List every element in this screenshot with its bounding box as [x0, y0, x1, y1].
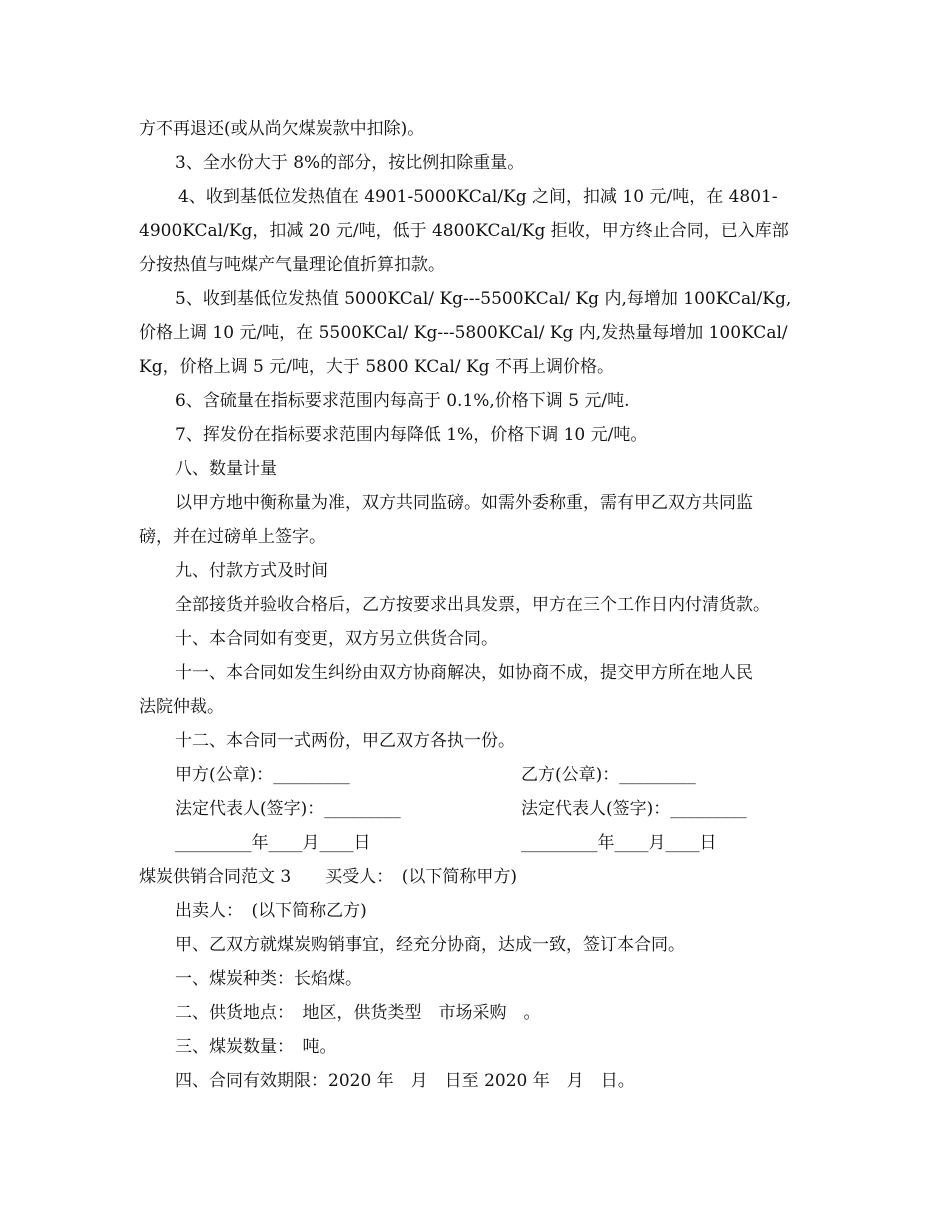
- text-line: 6、含硫量在指标要求范围内每高于 0.1%,价格下调 5 元/吨.: [175, 391, 630, 411]
- text-line: 4900KCal/Kg，扣减 20 元/吨，低于 4800KCal/Kg 拒收，甲方终止合同，已入库部: [139, 221, 789, 241]
- text-line: 法院仲裁。: [139, 697, 224, 717]
- text-line: 二、供货地点： 地区，供货类型 市场采购 。: [175, 1003, 541, 1023]
- text-line: 一、煤炭种类：长焰煤。: [175, 969, 362, 989]
- section-heading: 九、付款方式及时间: [175, 561, 328, 581]
- contract-title-line: 煤炭供销合同范文 3 买受人： (以下简称甲方): [139, 867, 517, 887]
- text-line: Kg，价格上调 5 元/吨，大于 5800 KCal/ Kg 不再上调价格。: [139, 357, 614, 377]
- text-line: 4、收到基低位发热值在 4901-5000KCal/Kg 之间，扣减 10 元/吨，在 4801-: [178, 187, 778, 207]
- text-line: 价格上调 10 元/吨，在 5500KCal/ Kg---5800KCal/ Kg 内,发热量每增加 100KCal/: [139, 323, 788, 343]
- text-line: 十、本合同如有变更，双方另立供货合同。: [175, 629, 498, 649]
- text-line: 三、煤炭数量： 吨。: [175, 1037, 337, 1057]
- text-line: 分按热值与吨煤产气量理论值折算扣款。: [139, 255, 445, 275]
- text-line: 3、全水份大于 8%的部分，按比例扣除重量。: [175, 153, 525, 173]
- party-a-seal: 甲方(公章)：_________: [175, 765, 350, 785]
- party-b-date: _________年____月____日: [521, 833, 717, 853]
- party-a-representative: 法定代表人(签字)：_________: [175, 799, 401, 819]
- text-line: 四、合同有效期限：2020 年 月 日至 2020 年 月 日。: [175, 1071, 635, 1091]
- party-b-representative: 法定代表人(签字)：_________: [521, 799, 747, 819]
- text-line: 十二、本合同一式两份，甲乙双方各执一份。: [175, 731, 515, 751]
- text-line: 十一、本合同如发生纠纷由双方协商解决，如协商不成，提交甲方所在地人民: [175, 663, 753, 683]
- party-a-date: _________年____月____日: [175, 833, 371, 853]
- text-line: 5、收到基低位发热值 5000KCal/ Kg---5500KCal/ Kg 内,每增加 100KCal/Kg,: [175, 289, 792, 309]
- party-b-seal: 乙方(公章)：_________: [521, 765, 696, 785]
- text-line: 方不再退还(或从尚欠煤炭款中扣除)。: [139, 119, 425, 139]
- text-line: 磅，并在过磅单上签字。: [139, 527, 326, 547]
- section-heading: 八、数量计量: [175, 459, 277, 479]
- text-line: 全部接货并验收合格后，乙方按要求出具发票，甲方在三个工作日内付清货款。: [175, 595, 770, 615]
- text-line: 出卖人： (以下简称乙方): [175, 901, 367, 921]
- text-line: 甲、乙双方就煤炭购销事宜，经充分协商，达成一致，签订本合同。: [175, 935, 685, 955]
- text-line: 7、挥发份在指标要求范围内每降低 1%，价格下调 10 元/吨。: [175, 425, 648, 445]
- text-line: 以甲方地中衡称量为准，双方共同监磅。如需外委称重，需有甲乙双方共同监: [175, 493, 753, 513]
